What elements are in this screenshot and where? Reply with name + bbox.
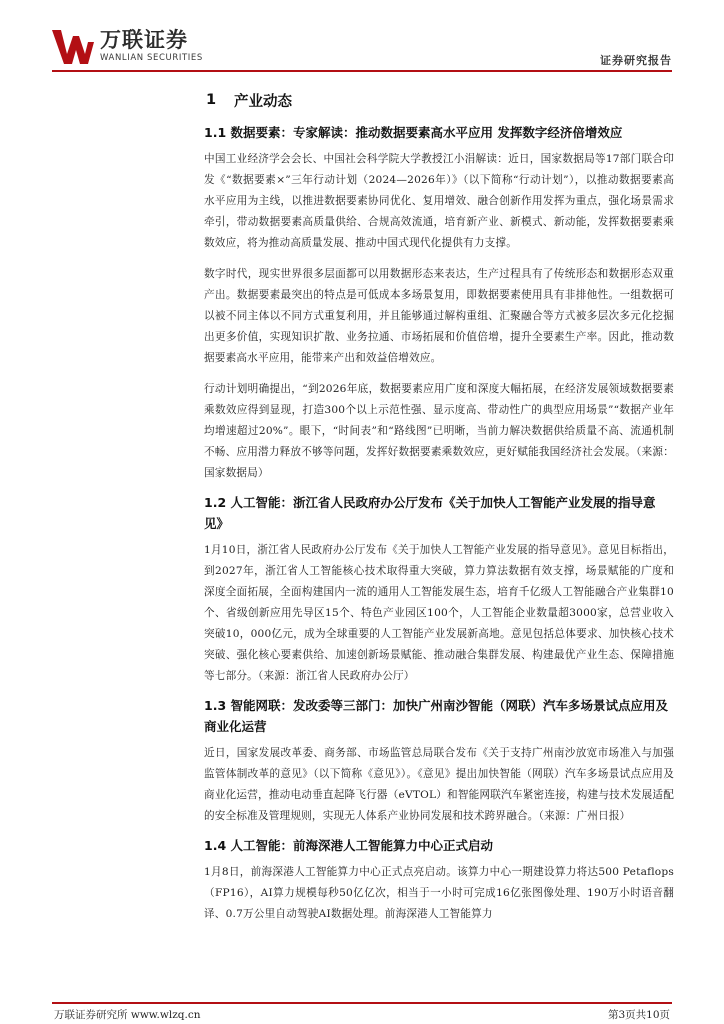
item-paragraph: 1月10日，浙江省人民政府办公厅发布《关于加快人工智能产业发展的指导意见》。意见目标指出，到2027年，浙江省人工智能核心技术取得重大突破，算力算法数据有效支撑，场景赋能的广度和深度全面拓展，全面构建国内一流的通用人工智能发展生态，培育千亿级人工智能融合产业集群10个、省级创新应用先导区15个、特色产业园区100个，人工智能企业数量超3000家，总营业收入突破10，000亿元，成为全球重要的人工智能产业发展新高地。意见包括总体要求、加快核心技术突破、强化核心要素供给、加速创新场景赋能、推动融合集群发展、构建最优产业生态、保障措施等七部分。（来源：浙江省人民政府办公厅） bbox=[204, 544, 674, 682]
section-heading bbox=[204, 86, 674, 114]
item-paragraph: 数字时代，现实世界很多层面都可以用数据形态来表达，生产过程具有了传统形态和数据形态双重产出。数据要素最突出的特点是可低成本多场景复用，即数据要素使用具有非排他性。一组数据可以被不同主体以不同方式重复利用，并且能够通过解构重组、汇聚融合等方式被多层次多元化挖掘出更多价值，实现知识扩散、业务拉通、市场拓展和价值倍增，提升全要素生产率。因此，推动数据要素高水平应用，能带来产出和效益倍增效应。 bbox=[204, 268, 674, 364]
main-content bbox=[204, 86, 674, 925]
page-header bbox=[0, 0, 724, 76]
footer-source: 万联证券研究所 www.wlzq.cn bbox=[54, 1009, 201, 1021]
item-heading: 1.4 人工智能：前海深港人工智能算力中心正式启动 bbox=[204, 838, 493, 853]
header-divider bbox=[52, 70, 672, 72]
section-title: 产业动态 bbox=[234, 93, 292, 110]
page-number: 第3页共10页 bbox=[607, 1009, 670, 1021]
item-paragraph: 行动计划明确提出，“到2026年底，数据要素应用广度和深度大幅拓展，在经济发展领域数据要素乘数效应得到显现，打造300个以上示范性强、显示度高、带动性广的典型应用场景”“数据产业年均增速超过20%”。眼下，“时间表”和“路线图”已明晰，当前力解决数据供给质量不高、流通机制不畅、应用潜力释放不够等问题，发挥好数据要素乘数效应，更好赋能我国经济社会发展。（来源：国家数据局） bbox=[204, 383, 674, 479]
wanlian-logo-icon bbox=[52, 28, 94, 66]
item-heading: 1.3 智能网联：发改委等三部门：加快广州南沙智能（网联）汽车多场景试点应用及商业化运营 bbox=[204, 698, 668, 734]
report-type-label: 证券研究报告 bbox=[600, 54, 672, 67]
brand-name-cn: 万联证券 bbox=[100, 28, 188, 52]
brand-logo bbox=[52, 28, 203, 72]
footer-divider bbox=[52, 1002, 672, 1004]
item-paragraph: 中国工业经济学会会长、中国社会科学院大学教授江小涓解读：近日，国家数据局等17部门联合印发《“数据要素×”三年行动计划（2024—2026年）》（以下简称“行动计划”），以推动数据要素高水平应用为主线，以推进数据要素协同优化、复用增效、融合创新作用发挥为重点，强化场景需求牵引，带动数据要素高质量供给、合规高效流通，培育新产业、新模式、新动能，发挥数据要素乘数效应，将为推动高质量发展、推动中国式现代化提供有力支撑。 bbox=[204, 153, 674, 249]
page-footer bbox=[52, 1002, 672, 1022]
item-paragraph: 近日，国家发展改革委、商务部、市场监管总局联合发布《关于支持广州南沙放宽市场准入与加强监管体制改革的意见》（以下简称《意见》）。《意见》提出加快智能（网联）汽车多场景试点应用及商业化运营，推动电动垂直起降飞行器（eVTOL）和智能网联汽车紧密连接，构建与技术发展适配的安全标准及管理规则，实现无人体系产业协同发展和技术跨界融合。（来源：广州日报） bbox=[204, 747, 674, 822]
item-heading: 1.2 人工智能：浙江省人民政府办公厅发布《关于加快人工智能产业发展的指导意见》 bbox=[204, 495, 656, 531]
item-paragraph: 1月8日，前海深港人工智能算力中心正式点亮启动。该算力中心一期建设算力将达500 Petaflops（FP16），AI算力规模每秒50亿亿次，相当于一小时可完成16亿张图像处理、190万小时语音翻译、0.7万公里自动驾驶AI数据处理。前海深港人工智能算力 bbox=[204, 866, 674, 920]
brand-name-en: WANLIAN SECURITIES bbox=[100, 53, 203, 63]
section-number: 1 bbox=[206, 92, 217, 108]
item-heading: 1.1 数据要素：专家解读：推动数据要素高水平应用 发挥数字经济倍增效应 bbox=[204, 125, 623, 140]
